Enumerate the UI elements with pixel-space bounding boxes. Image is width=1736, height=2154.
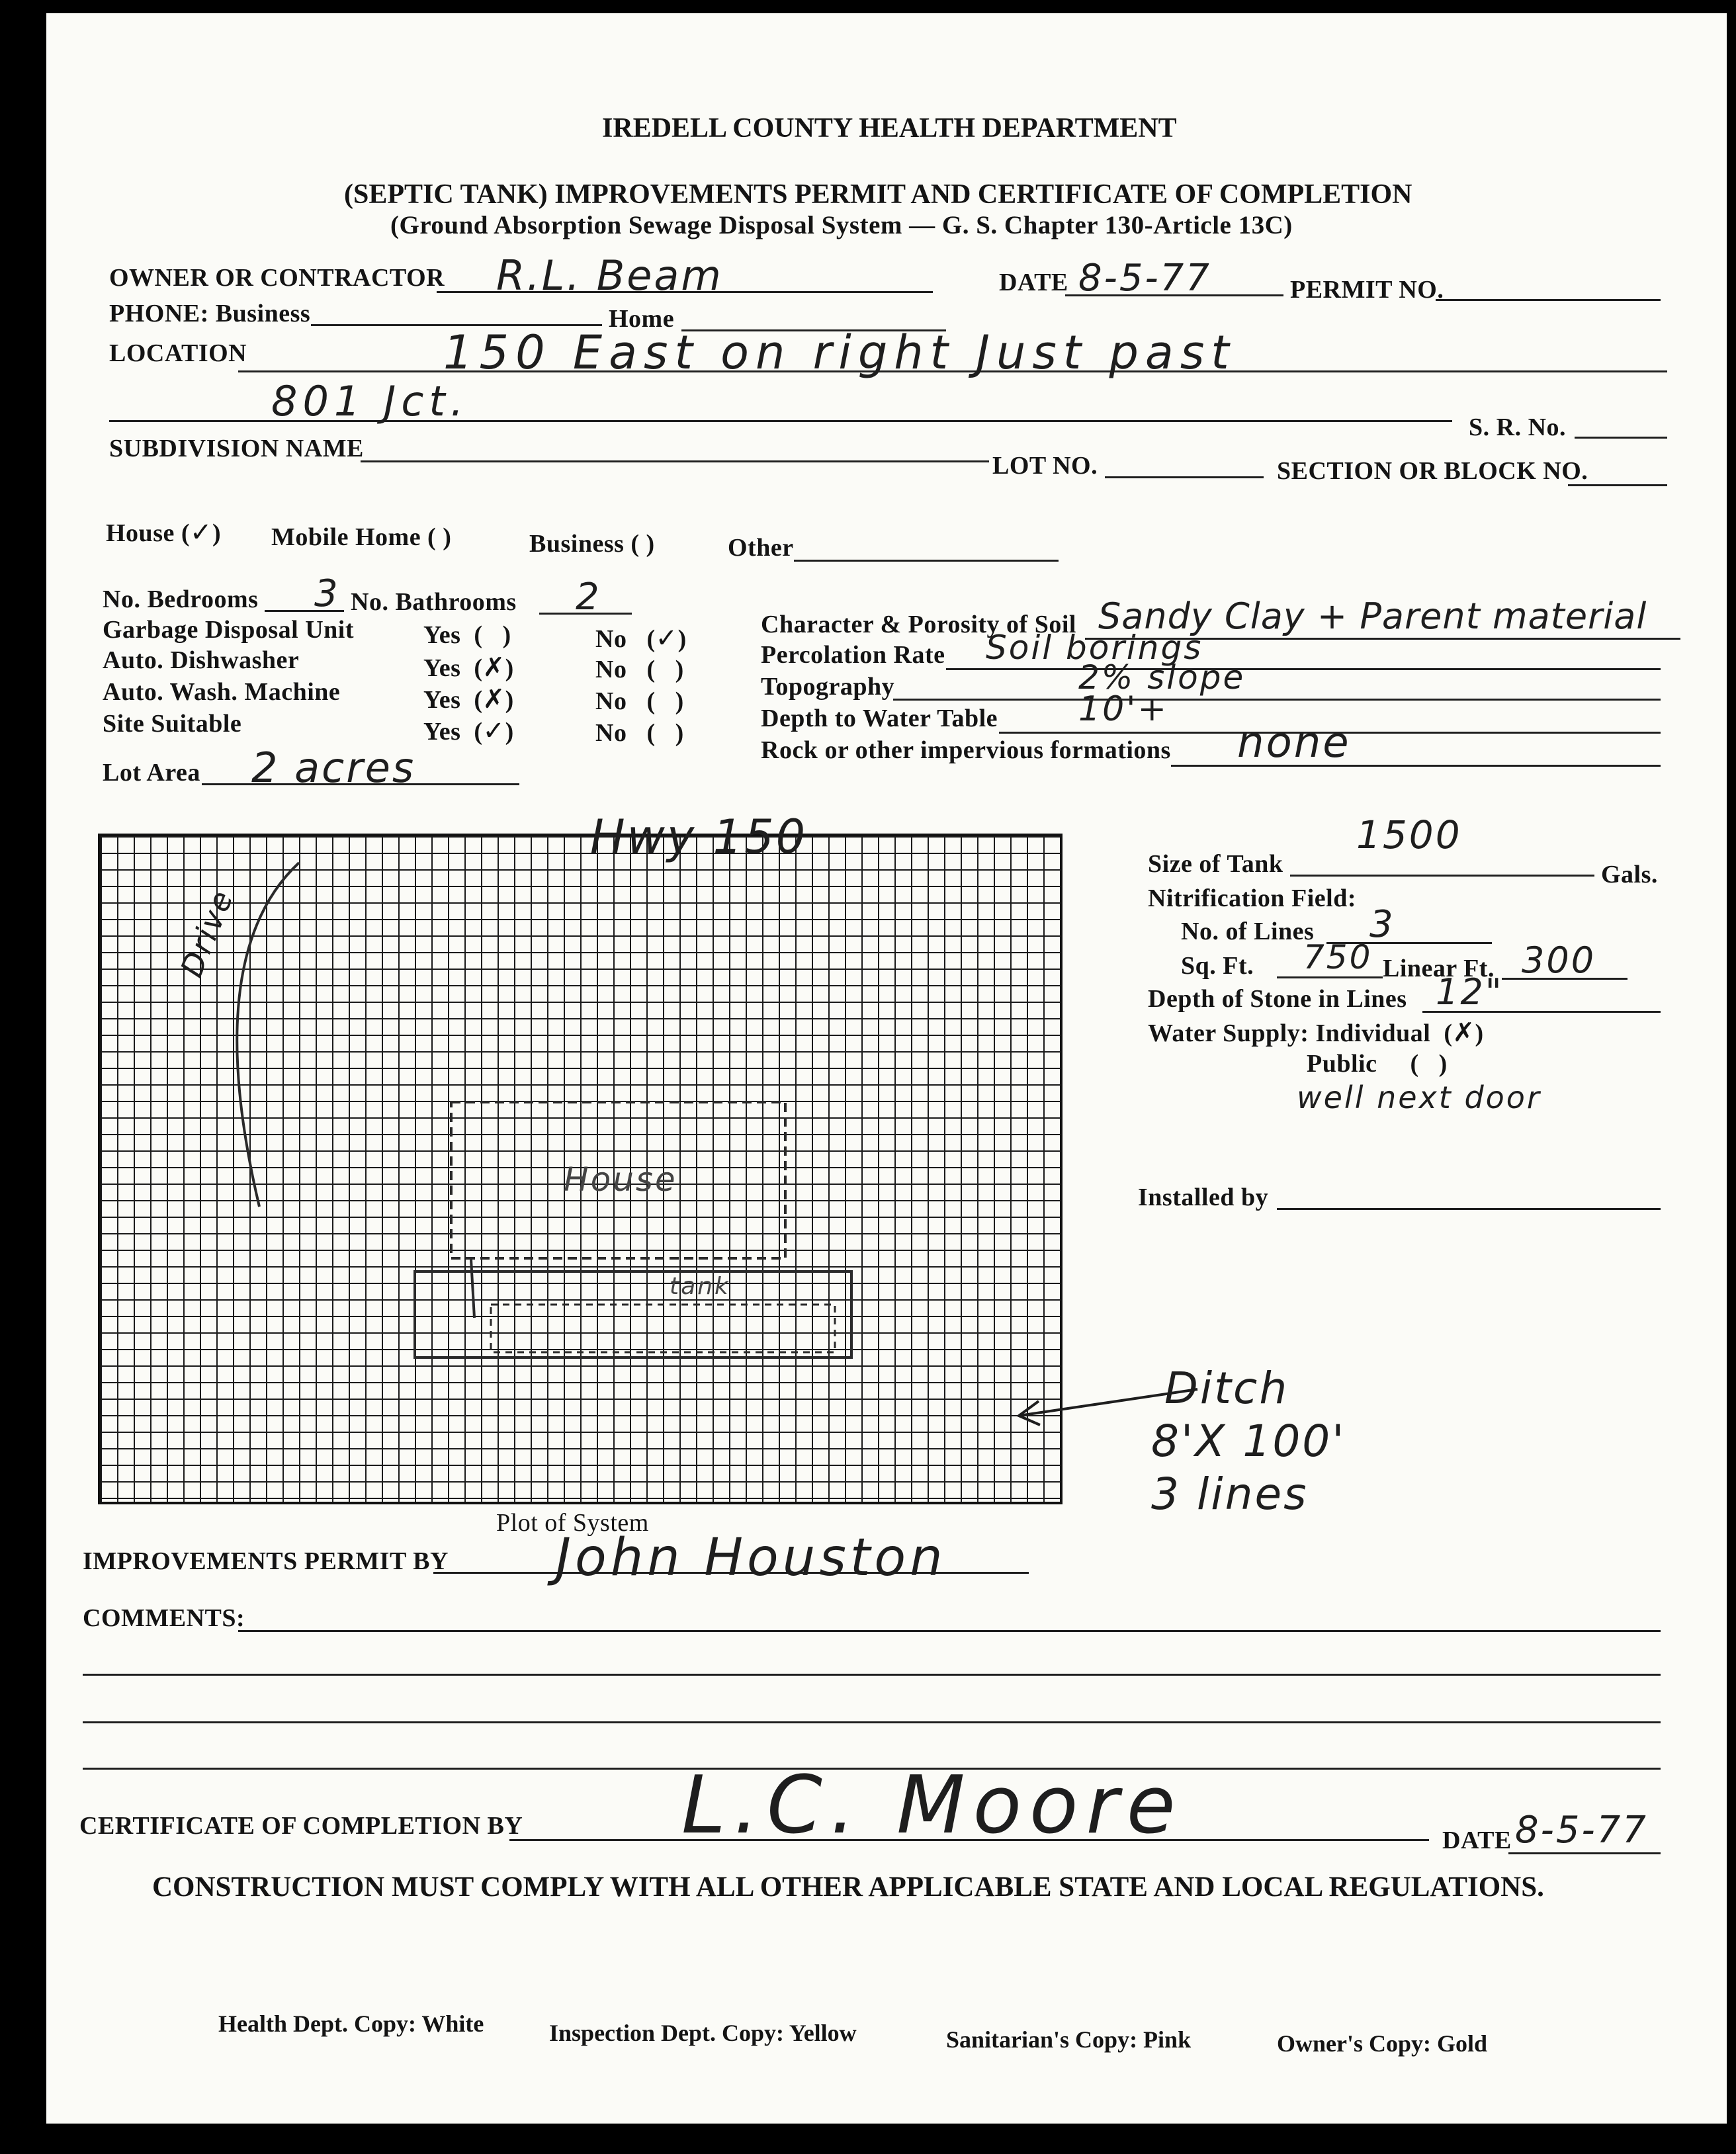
dishwasher-label: Auto. Dishwasher — [103, 646, 300, 674]
regulation-notice: CONSTRUCTION MUST COMPLY WITH ALL OTHER APPLICABLE STATE AND LOCAL REGULATIONS. — [152, 1872, 1544, 1903]
garbage-yes: Yes ( ) — [423, 621, 511, 649]
site-suitable-yes: Yes (✓) — [423, 716, 514, 746]
section-block-label: SECTION OR BLOCK NO. — [1277, 457, 1588, 485]
linear-value: 300 — [1522, 939, 1596, 981]
subdivision-line — [361, 460, 989, 462]
copy-inspection: Inspection Dept. Copy: Yellow — [549, 2020, 857, 2046]
cert-date-line — [1508, 1852, 1661, 1854]
tank-line — [1290, 875, 1594, 877]
garbage-no: No (✓) — [595, 623, 687, 654]
owner-label: OWNER OR CONTRACTOR — [109, 264, 445, 292]
department-title: IREDELL COUNTY HEALTH DEPARTMENT — [602, 113, 1177, 144]
rock-value: none — [1237, 718, 1351, 767]
plot-drive-label: Drive — [173, 884, 241, 982]
linear-label: Linear Ft. — [1383, 955, 1495, 982]
site-suitable-no: No ( ) — [595, 719, 684, 747]
comments-label: COMMENTS: — [83, 1604, 245, 1632]
stone-label: Depth of Stone in Lines — [1148, 985, 1407, 1013]
wash-machine-no: No ( ) — [595, 687, 684, 715]
permit-by-label: IMPROVEMENTS PERMIT BY — [83, 1547, 449, 1575]
water-note: well next door — [1297, 1080, 1541, 1115]
stone-value: 12" — [1436, 971, 1504, 1013]
soil-value: Sandy Clay + Parent material — [1098, 595, 1647, 637]
water-supply-label: Water Supply: Individual (✗) — [1148, 1017, 1484, 1048]
date-value: 8-5-77 — [1078, 257, 1211, 300]
bathrooms-value: 2 — [576, 576, 601, 619]
business-label: Business ( ) — [529, 530, 655, 558]
comments-line-1 — [238, 1630, 1661, 1632]
drive-curve — [237, 863, 299, 1207]
permit-no-label: PERMIT NO. — [1290, 276, 1444, 304]
phone-home-label: Home — [609, 305, 675, 333]
topo-label: Topography — [761, 673, 895, 701]
subdivision-label: SUBDIVISION NAME — [109, 435, 364, 462]
nitrification-label: Nitrification Field: — [1148, 884, 1356, 912]
tank-value: 1500 — [1356, 812, 1462, 857]
perc-line — [946, 668, 1661, 670]
lot-no-label: LOT NO. — [992, 452, 1098, 480]
ditch-note-2: 8'X 100' — [1151, 1416, 1346, 1467]
bedrooms-label: No. Bedrooms — [103, 585, 259, 613]
garbage-label: Garbage Disposal Unit — [103, 616, 354, 644]
installed-by-line — [1277, 1208, 1661, 1210]
comments-line-2 — [83, 1674, 1661, 1676]
plot-road-label: Hwy 150 — [590, 810, 808, 864]
lines-label: No. of Lines — [1181, 918, 1315, 945]
sr-no-label: S. R. No. — [1469, 413, 1567, 441]
rock-label: Rock or other impervious formations — [761, 736, 1171, 764]
plot-caption: Plot of System — [496, 1509, 649, 1537]
location-label: LOCATION — [109, 339, 247, 367]
owner-value: R.L. Beam — [496, 251, 723, 300]
ditch-lines-outline — [491, 1305, 835, 1352]
phone-business-label: PHONE: Business — [109, 300, 311, 327]
permit-by-signature: John Houston — [556, 1528, 947, 1588]
perc-label: Percolation Rate — [761, 641, 945, 669]
sqft-label: Sq. Ft. — [1181, 952, 1254, 980]
mobile-home-label: Mobile Home ( ) — [271, 523, 452, 551]
form-title: (SEPTIC TANK) IMPROVEMENTS PERMIT AND CERTIFICATE OF COMPLETION — [344, 179, 1412, 210]
lines-value: 3 — [1369, 903, 1395, 946]
water-public-label: Public ( ) — [1307, 1050, 1448, 1078]
lot-area-label: Lot Area — [103, 759, 200, 787]
field-outline — [415, 1271, 851, 1357]
permit-form — [46, 13, 1727, 2124]
topo-value: 2% slope — [1078, 658, 1246, 697]
comments-line-3 — [83, 1721, 1661, 1723]
perc-value: Soil borings — [986, 628, 1203, 667]
water-table-label: Depth to Water Table — [761, 705, 998, 732]
sqft-line — [1277, 976, 1383, 978]
sr-no-line — [1575, 437, 1667, 439]
form-subtitle: (Ground Absorption Sewage Disposal System — G. S. Chapter 130-Article 13C) — [390, 211, 1293, 239]
bathrooms-label: No. Bathrooms — [351, 588, 517, 616]
cert-by-signature: L.C. Moore — [681, 1760, 1184, 1852]
garbage-no-check: ✓ — [655, 623, 678, 654]
tank-label: Size of Tank — [1148, 850, 1283, 878]
copy-sanitarian: Sanitarian's Copy: Pink — [946, 2026, 1192, 2053]
cert-date-label: DATE — [1442, 1827, 1512, 1854]
location-value-2: 801 Jct. — [271, 377, 469, 425]
installed-by-label: Installed by — [1138, 1184, 1269, 1211]
water-individual-check: ✗ — [1452, 1017, 1475, 1048]
topo-line — [893, 699, 1661, 701]
dishwasher-yes-check: ✗ — [482, 652, 505, 683]
bedrooms-value: 3 — [314, 572, 340, 615]
plot-tank-label: tank — [670, 1273, 730, 1300]
dishwasher-no: No ( ) — [595, 656, 684, 683]
wash-machine-yes: Yes (✗) — [423, 684, 514, 714]
sqft-value: 750 — [1303, 938, 1373, 976]
cert-date-value: 8-5-77 — [1515, 1809, 1648, 1852]
section-block-line — [1568, 484, 1667, 486]
water-table-value: 10'+ — [1078, 689, 1169, 729]
other-label: Other — [728, 534, 794, 562]
lot-area-value: 2 acres — [251, 744, 416, 792]
wash-machine-label: Auto. Wash. Machine — [103, 678, 341, 706]
soil-label: Character & Porosity of Soil — [761, 611, 1076, 638]
gals-label: Gals. — [1601, 861, 1658, 888]
site-suitable-yes-check: ✓ — [482, 716, 505, 746]
permit-no-line — [1436, 299, 1661, 301]
site-suitable-label: Site Suitable — [103, 710, 242, 738]
copy-owner: Owner's Copy: Gold — [1277, 2030, 1488, 2057]
dishwasher-yes: Yes (✗) — [423, 652, 514, 683]
plot-grid — [98, 810, 1063, 1504]
house-label: House (✓) — [106, 517, 222, 548]
cert-by-label: CERTIFICATE OF COMPLETION BY — [79, 1812, 523, 1840]
ditch-note-3: 3 lines — [1151, 1469, 1309, 1520]
date-label: DATE — [999, 269, 1068, 296]
plot-house-label: House — [564, 1160, 677, 1199]
wash-machine-yes-check: ✗ — [482, 684, 505, 714]
copy-health: Health Dept. Copy: White — [218, 2010, 484, 2037]
house-check-mark: ✓ — [190, 517, 213, 548]
other-line — [794, 560, 1059, 562]
ditch-note-1: Ditch — [1164, 1363, 1289, 1414]
location-value-1: 150 East on right Just past — [443, 325, 1236, 380]
lot-no-line — [1105, 476, 1264, 478]
sewer-line — [471, 1260, 474, 1318]
